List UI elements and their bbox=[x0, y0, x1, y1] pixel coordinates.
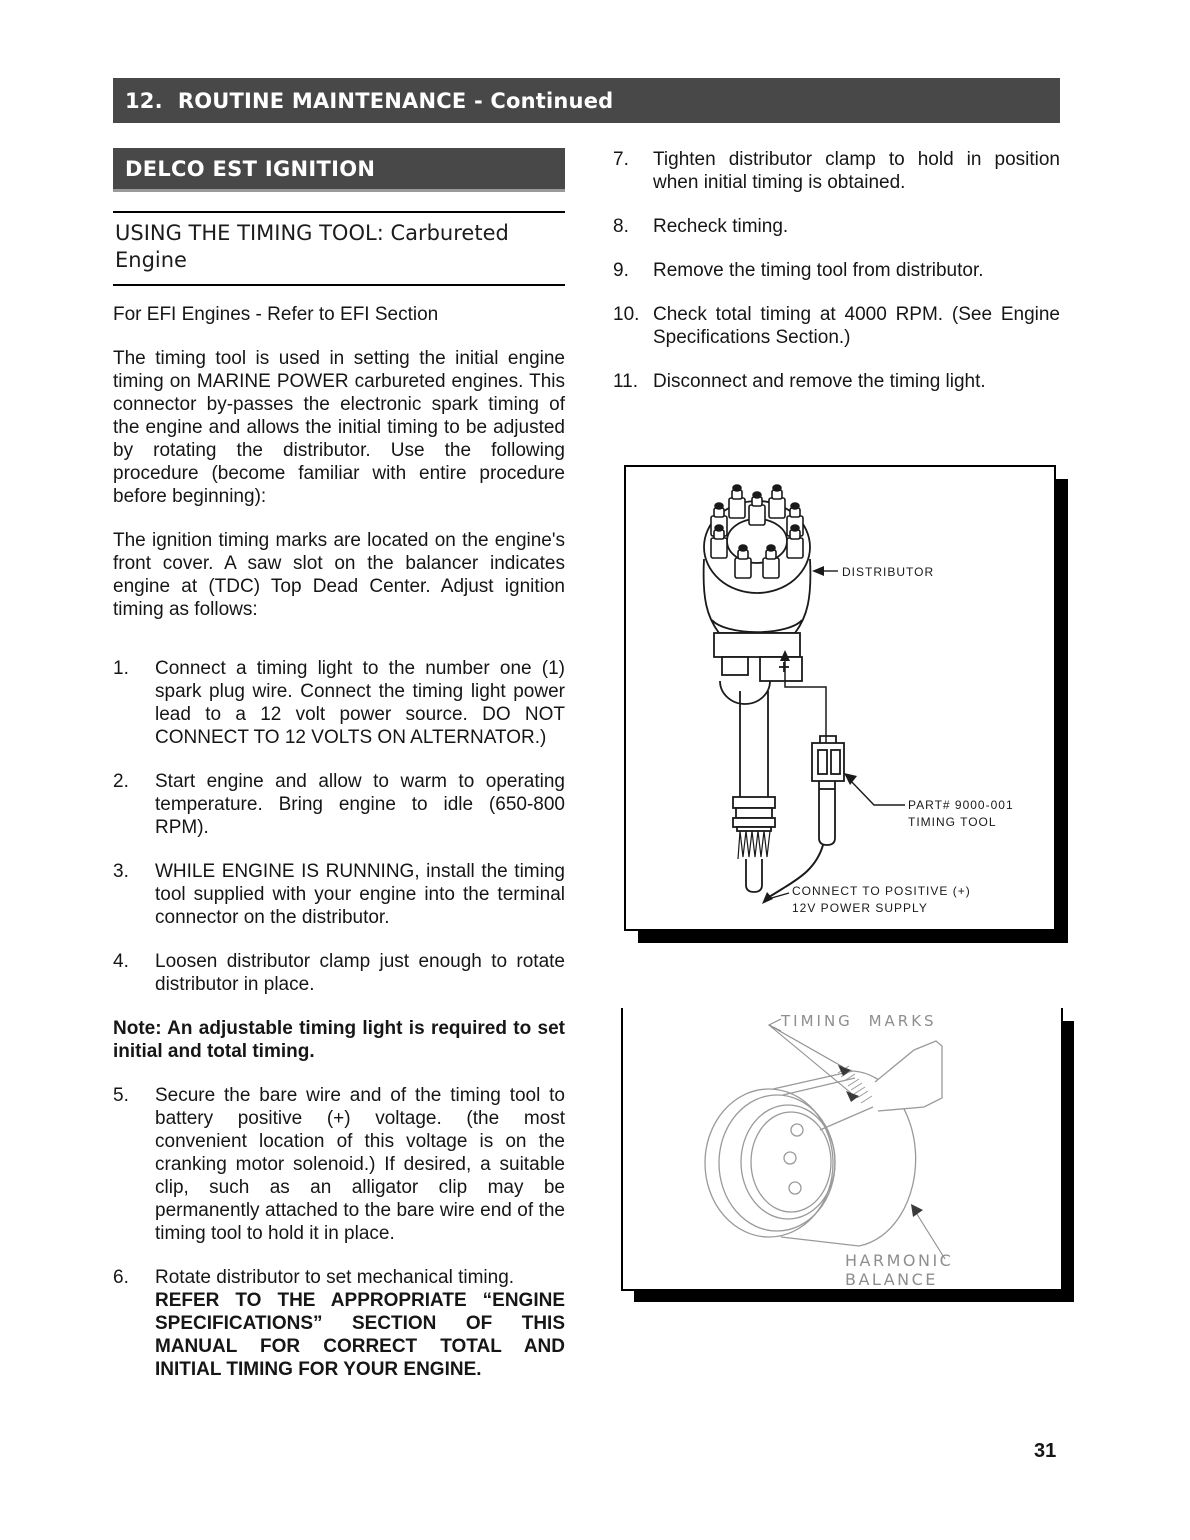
step-item-2 bbox=[113, 770, 565, 839]
harmonic-balance-label-line2: BALANCE bbox=[845, 1270, 938, 1289]
power-supply-label bbox=[792, 883, 971, 917]
step-text: Loosen distributor clamp just enough to rotate distributor in place. bbox=[155, 950, 565, 995]
step-text: Secure the bare wire and of the timing tool to battery positive (+) voltage. (the most convenient location of this voltage is on the cranking motor solenoid.) If desired, a suitable clip, such as an alligator clip may be permanently attached to the bare wire end of the timing tool to hold it in place. bbox=[155, 1084, 565, 1244]
step-text: Tighten distributor clamp to hold in position when initial timing is obtained. bbox=[653, 149, 1060, 193]
step-number: 10. bbox=[613, 304, 640, 325]
step-text-bold: REFER TO THE APPROPRIATE “ENGINE SPECIFICATIONS” SECTION OF THIS MANUAL FOR CORRECT TOTAL AND INITIAL TIMING FOR YOUR ENGINE. bbox=[155, 1289, 565, 1380]
step-item-7 bbox=[613, 148, 1060, 194]
step-item-8 bbox=[613, 215, 1060, 238]
distributor-label: DISTRIBUTOR bbox=[842, 565, 935, 579]
power-supply-label-line2: 12V POWER SUPPLY bbox=[792, 901, 928, 915]
delco-est-ignition-header bbox=[113, 148, 565, 192]
power-supply-label-line1: CONNECT TO POSITIVE (+) bbox=[792, 884, 971, 898]
harmonic-balancer-figure bbox=[621, 1008, 1063, 1291]
intro-paragraph: The timing tool is used in setting the initial engine timing on MARINE POWER carbureted engines. This connector by-passes the electronic spark timing of the engine and allows the initial timing to be adjusted by rotating the distributor. Use the following procedure (become familiar with entire procedure before beginning): bbox=[113, 347, 565, 507]
step-number: 5. bbox=[113, 1084, 129, 1106]
harmonic-balancer-diagram bbox=[623, 1008, 1061, 1287]
step-item-11 bbox=[613, 370, 1060, 393]
step-number: 6. bbox=[113, 1266, 129, 1288]
right-column bbox=[613, 148, 1060, 393]
step-number: 9. bbox=[613, 260, 629, 281]
left-column bbox=[113, 148, 565, 1381]
step-number: 1. bbox=[113, 657, 129, 679]
distributor-diagram bbox=[626, 467, 1054, 929]
step-item-3 bbox=[113, 860, 565, 929]
delco-header-label: DELCO EST IGNITION bbox=[125, 156, 376, 181]
step-number: 7. bbox=[613, 149, 629, 170]
step-text: Check total timing at 4000 RPM. (See Engine Specifications Section.) bbox=[653, 304, 1060, 348]
label-leaders bbox=[768, 566, 905, 899]
timing-tool-label-line1: PART# 9000-001 bbox=[908, 798, 1014, 812]
step-text bbox=[155, 1266, 565, 1381]
step-text: WHILE ENGINE IS RUNNING, install the timing tool supplied with your engine into the terminal connector on the distributor. bbox=[155, 860, 565, 928]
step-text: Connect a timing light to the number one (1) spark plug wire. Connect the timing light power lead to a 12 volt power source. DO NOT CONNECT TO 12 VOLTS ON ALTERNATOR.) bbox=[155, 657, 565, 748]
page-number: 31 bbox=[1034, 1440, 1057, 1462]
distributor-figure bbox=[624, 465, 1056, 931]
harmonic-balance-label-line1: HARMONIC bbox=[845, 1251, 954, 1270]
step-text: Start engine and allow to warm to operating temperature. Bring engine to idle (650-800 RPM). bbox=[155, 770, 565, 838]
note-paragraph: Note: An adjustable timing light is required to set initial and total timing. bbox=[113, 1017, 565, 1062]
step-text: Disconnect and remove the timing light. bbox=[653, 371, 986, 392]
step-text-normal: Rotate distributor to set mechanical timing. bbox=[155, 1266, 515, 1288]
timing-marks-paragraph: The ignition timing marks are located on the engine's front cover. A saw slot on the balancer indicates engine at (TDC) Top Dead Center. Adjust ignition timing as follows: bbox=[113, 529, 565, 620]
timing-tool-label-line2: TIMING TOOL bbox=[908, 815, 997, 829]
timing-tool-label bbox=[908, 797, 1014, 831]
step-number: 4. bbox=[113, 950, 129, 972]
step-item-10 bbox=[613, 303, 1060, 349]
step-item-4 bbox=[113, 950, 565, 996]
step-number: 8. bbox=[613, 216, 629, 237]
step-number: 3. bbox=[113, 860, 129, 882]
step-text: Remove the timing tool from distributor. bbox=[653, 260, 984, 281]
section-header-title: 12. ROUTINE MAINTENANCE - Continued bbox=[125, 88, 614, 113]
step-text: Recheck timing. bbox=[653, 216, 789, 237]
step-item-5 bbox=[113, 1084, 565, 1245]
step-number: 2. bbox=[113, 770, 129, 792]
step-item-6 bbox=[113, 1266, 565, 1381]
step-item-1 bbox=[113, 657, 565, 749]
step-item-9 bbox=[613, 259, 1060, 282]
section-header-bar bbox=[113, 78, 1060, 123]
subsection-title: USING THE TIMING TOOL: Carbureted Engine bbox=[113, 211, 565, 286]
harmonic-balance-label bbox=[845, 1251, 953, 1289]
efi-reference-line: For EFI Engines - Refer to EFI Section bbox=[113, 303, 439, 325]
step-number: 11. bbox=[613, 371, 639, 392]
timing-marks-label: TIMING MARKS bbox=[781, 1012, 937, 1030]
